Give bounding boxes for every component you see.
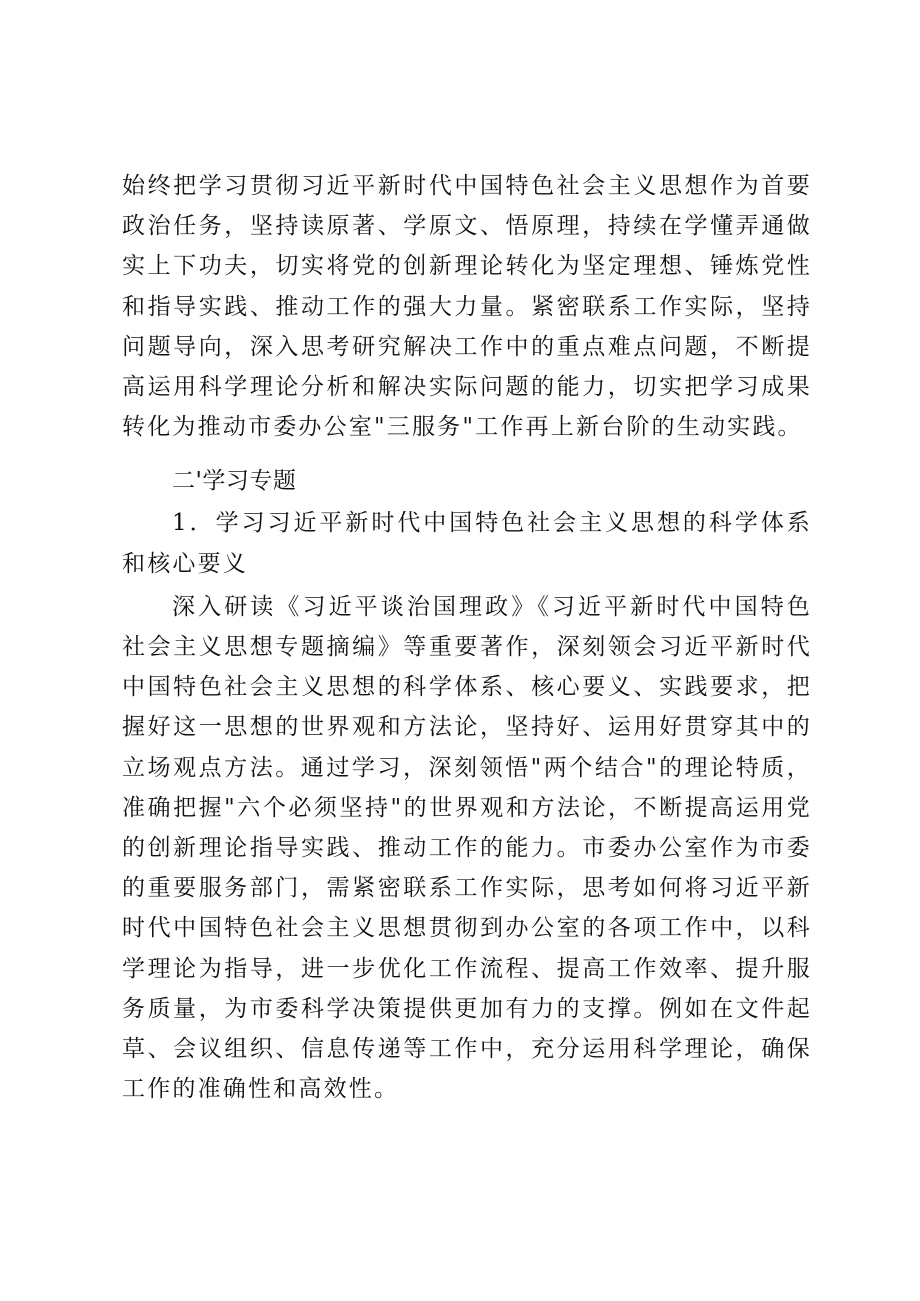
- section-heading: 二'学习专题: [172, 468, 297, 495]
- subsection-heading: 1．学习习近平新时代中国特色社会主义思想的科学体系和核心要义: [122, 510, 812, 577]
- intro-paragraph: 始终把学习贯彻习近平新时代中国特色社会主义思想作为首要政治任务，坚持读原著、学原文、悟原理，持续在学懂弄通做实上下功夫，切实将党的创新理论转化为坚定理想、锤炼党性和指导实践、推动工作的强大力量。紧密联系工作实际，坚持问题导向，深入思考研究解决工作中的重点难点问题，不断提高运用科学理论分析和解决实际问题的能力，切实把学习成果转化为推动市委办公室"三服务"工作再上新台阶的生动实践。: [122, 173, 812, 441]
- document-page: [122, 166, 812, 1109]
- body-paragraph: 深入研读《习近平谈治国理政》《习近平新时代中国特色社会主义思想专题摘编》等重要著作，深刻领会习近平新时代中国特色社会主义思想的科学体系、核心要义、实践要求，把握好这一思想的世界观和方法论，坚持好、运用好贯穿其中的立场观点方法。通过学习，深刻领悟"两个结合"的理论特质，准确把握"六个必须坚持"的世界观和方法论，不断提高运用党的创新理论指导实践、推动工作的能力。市委办公室作为市委的重要服务部门，需紧密联系工作实际，思考如何将习近平新时代中国特色社会主义思想贯彻到办公室的各项工作中，以科学理论为指导，进一步优化工作流程、提高工作效率、提升服务质量，为市委科学决策提供更加有力的支撑。例如在文件起草、会议组织、信息传递等工作中，充分运用科学理论，确保工作的准确性和高效性。: [122, 593, 812, 1103]
